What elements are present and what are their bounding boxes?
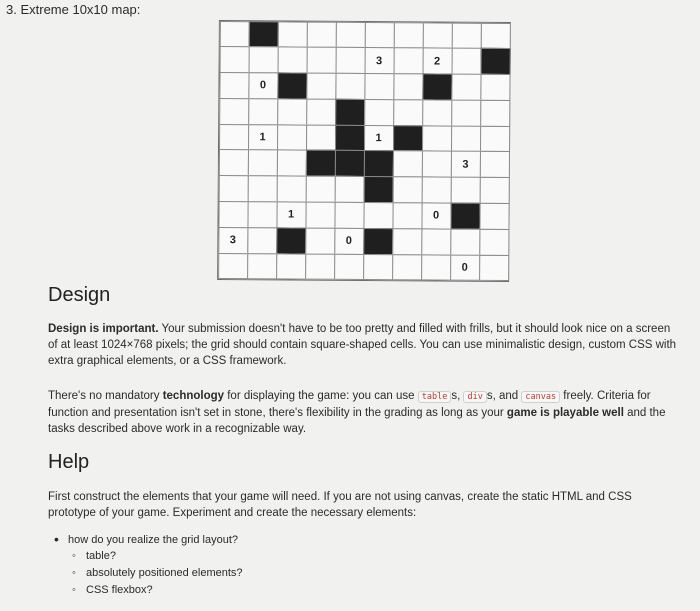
grid-cell-r1-c1 xyxy=(248,46,278,73)
design-paragraph-2 xyxy=(48,388,682,437)
playable-emphasis: game is playable well xyxy=(506,407,624,419)
design-text-1: Your submission doesn't have to be too pretty and filled with frills, but it should look nice on a screen of at least 1024×768 pixels; the grid should contain square-shaped cells. You can use minimalistic design, custom CSS with extra graphical elements, or a CSS framework. xyxy=(48,323,677,367)
grid-cell-r4-c9 xyxy=(479,125,509,152)
grid-cell-r4-c2 xyxy=(276,124,306,151)
grid-cell-r3-c4 xyxy=(335,99,365,126)
grid-cell-r8-c1 xyxy=(247,227,277,254)
grid-cell-r1-c6 xyxy=(393,47,423,74)
design-text-2e: s, and xyxy=(486,390,522,402)
grid-cell-r3-c6 xyxy=(393,99,423,126)
grid-cell-r9-c8: 0 xyxy=(450,254,480,281)
grid-cell-r4-c0 xyxy=(219,124,249,151)
grid-cell-r0-c6 xyxy=(393,22,423,49)
grid-cell-r4-c3 xyxy=(305,124,335,151)
grid-cell-r4-c4 xyxy=(334,124,364,151)
grid-cell-r4-c1: 1 xyxy=(247,124,277,151)
help-section xyxy=(48,451,682,474)
grid-cell-r7-c4 xyxy=(334,202,364,229)
design-section xyxy=(48,284,682,307)
grid-cell-r9-c3 xyxy=(305,253,335,280)
grid-cell-r2-c1: 0 xyxy=(248,72,278,99)
grid-cell-r5-c6 xyxy=(392,151,422,178)
grid-cell-r0-c3 xyxy=(306,21,336,48)
grid-cell-r6-c0 xyxy=(218,175,248,202)
grid-cell-r5-c8: 3 xyxy=(450,151,480,178)
grid-cell-r4-c5: 1 xyxy=(363,125,393,152)
grid-cell-r4-c8 xyxy=(450,125,480,152)
grid-cell-r9-c9 xyxy=(479,254,509,281)
design-text-2c: for displaying the game: you can use xyxy=(224,390,418,402)
grid-cell-r5-c0 xyxy=(218,149,248,176)
grid-cell-r2-c6 xyxy=(393,73,423,100)
grid-cell-r9-c0 xyxy=(218,253,248,280)
list-item: • how do you realize the grid layout? xyxy=(48,532,682,548)
grid-cell-r9-c2 xyxy=(276,253,306,280)
grid-cell-r8-c2 xyxy=(276,227,306,254)
grid-cell-r4-c6 xyxy=(392,125,422,152)
grid-cell-r5-c7 xyxy=(421,151,451,178)
grid-cell-r0-c1 xyxy=(248,21,278,48)
grid-cell-r2-c8 xyxy=(451,74,481,101)
grid-cell-r4-c7 xyxy=(421,125,451,152)
grid-cell-r7-c5 xyxy=(363,202,393,229)
help-heading: Help xyxy=(48,451,90,473)
help-list xyxy=(48,532,682,599)
grid-cell-r3-c5 xyxy=(364,99,394,126)
grid-cell-r0-c7 xyxy=(422,22,452,49)
grid-cell-r3-c0 xyxy=(219,98,249,125)
code-div: div xyxy=(463,391,486,403)
grid-cell-r3-c3 xyxy=(306,98,336,125)
grid-cell-r6-c3 xyxy=(305,176,335,203)
grid-cell-r1-c9 xyxy=(480,48,510,75)
grid-cell-r2-c5 xyxy=(364,73,394,100)
grid-cell-r5-c5 xyxy=(363,150,393,177)
grid-cell-r2-c9 xyxy=(480,74,510,101)
grid-cell-r8-c4: 0 xyxy=(334,228,364,255)
grid-cell-r0-c0 xyxy=(219,20,249,47)
grid-cell-r1-c2 xyxy=(277,47,307,74)
design-text-2a: There's no mandatory xyxy=(48,390,163,402)
code-canvas: canvas xyxy=(521,391,560,403)
grid-cell-r9-c7 xyxy=(421,254,451,281)
grid-cell-r7-c2: 1 xyxy=(276,201,306,228)
grid-cell-r8-c9 xyxy=(479,229,509,256)
grid-cell-r7-c7: 0 xyxy=(421,202,451,229)
design-text-2d: s, xyxy=(451,390,464,402)
grid-cell-r0-c2 xyxy=(277,21,307,48)
grid-cell-r7-c8 xyxy=(450,203,480,230)
design-emphasis: Design is important. xyxy=(48,323,159,335)
grid-cell-r1-c3 xyxy=(306,47,336,74)
help-text: First construct the elements that your game will need. If you are not using canvas, create the static HTML and CSS prototype of your game. Experiment and create the necessary elements: xyxy=(48,491,632,519)
grid-cell-r9-c5 xyxy=(363,254,393,281)
grid-cell-r3-c9 xyxy=(480,100,510,127)
list-item-table: ◦ table? xyxy=(48,548,682,565)
design-text-2f: freely. Criteria for function and presentation isn't set in stone, there's flexibility in the grading as long as your xyxy=(48,390,651,419)
grid-cell-r2-c2 xyxy=(277,72,307,99)
grid-cell-r3-c7 xyxy=(422,99,452,126)
grid-cell-r1-c4 xyxy=(335,47,365,74)
list-item-absolute: ◦ absolutely positioned elements? xyxy=(48,565,682,582)
grid-cell-r9-c1 xyxy=(247,253,277,280)
grid-cell-r6-c2 xyxy=(276,176,306,203)
technology-emphasis: technology xyxy=(162,390,225,402)
grid-cell-r7-c9 xyxy=(479,203,509,230)
grid-cell-r0-c9 xyxy=(480,22,510,49)
grid-cell-r8-c8 xyxy=(450,228,480,255)
grid-cell-r8-c3 xyxy=(305,227,335,254)
grid-cell-r8-c6 xyxy=(392,228,422,255)
grid-cell-r7-c3 xyxy=(305,202,335,229)
grid-cell-r1-c5: 3 xyxy=(364,47,394,74)
grid-cell-r0-c5 xyxy=(364,21,394,48)
list-item-flexbox: ◦ CSS flexbox? xyxy=(48,582,682,599)
grid-cell-r7-c0 xyxy=(218,201,248,228)
grid-cell-r2-c7 xyxy=(422,73,452,100)
grid-cell-r9-c6 xyxy=(392,254,422,281)
game-grid xyxy=(217,20,511,282)
grid-cell-r0-c4 xyxy=(335,21,365,48)
grid-cell-r8-c7 xyxy=(421,228,451,255)
grid-cell-r6-c1 xyxy=(247,175,277,202)
grid-cell-r3-c1 xyxy=(248,98,278,125)
grid-cell-r6-c9 xyxy=(479,177,509,204)
grid-cell-r6-c5 xyxy=(363,176,393,203)
grid-cell-r5-c4 xyxy=(334,150,364,177)
grid-cell-r0-c8 xyxy=(451,22,481,49)
grid-cell-r2-c0 xyxy=(219,72,249,99)
design-text-2h: and the tasks described above work in a recognizable way. xyxy=(48,407,666,435)
design-paragraph-1 xyxy=(48,321,682,369)
grid-cell-r5-c3 xyxy=(305,150,335,177)
page-title: 3. Extreme 10x10 map: xyxy=(6,2,141,17)
grid-cell-r2-c4 xyxy=(335,73,365,100)
grid-cell-r5-c2 xyxy=(276,150,306,177)
grid-cell-r5-c9 xyxy=(479,151,509,178)
grid-cell-r2-c3 xyxy=(306,73,336,100)
code-table: table xyxy=(418,391,452,403)
grid-cell-r6-c4 xyxy=(334,176,364,203)
grid-cell-r9-c4 xyxy=(334,253,364,280)
grid-cell-r6-c6 xyxy=(392,176,422,203)
grid-cell-r1-c0 xyxy=(219,46,249,73)
grid-cell-r8-c0: 3 xyxy=(218,227,248,254)
grid-cell-r8-c5 xyxy=(363,228,393,255)
grid-cell-r6-c8 xyxy=(450,177,480,204)
grid-cell-r1-c7: 2 xyxy=(422,48,452,75)
grid-cell-r7-c1 xyxy=(247,201,277,228)
grid-cell-r7-c6 xyxy=(392,202,422,229)
help-paragraph xyxy=(48,489,682,521)
grid-cell-r3-c2 xyxy=(277,98,307,125)
design-heading: Design xyxy=(48,284,111,306)
grid-cell-r3-c8 xyxy=(451,99,481,126)
grid-cell-r6-c7 xyxy=(421,177,451,204)
grid-cell-r1-c8 xyxy=(451,48,481,75)
grid-cell-r5-c1 xyxy=(247,150,277,177)
